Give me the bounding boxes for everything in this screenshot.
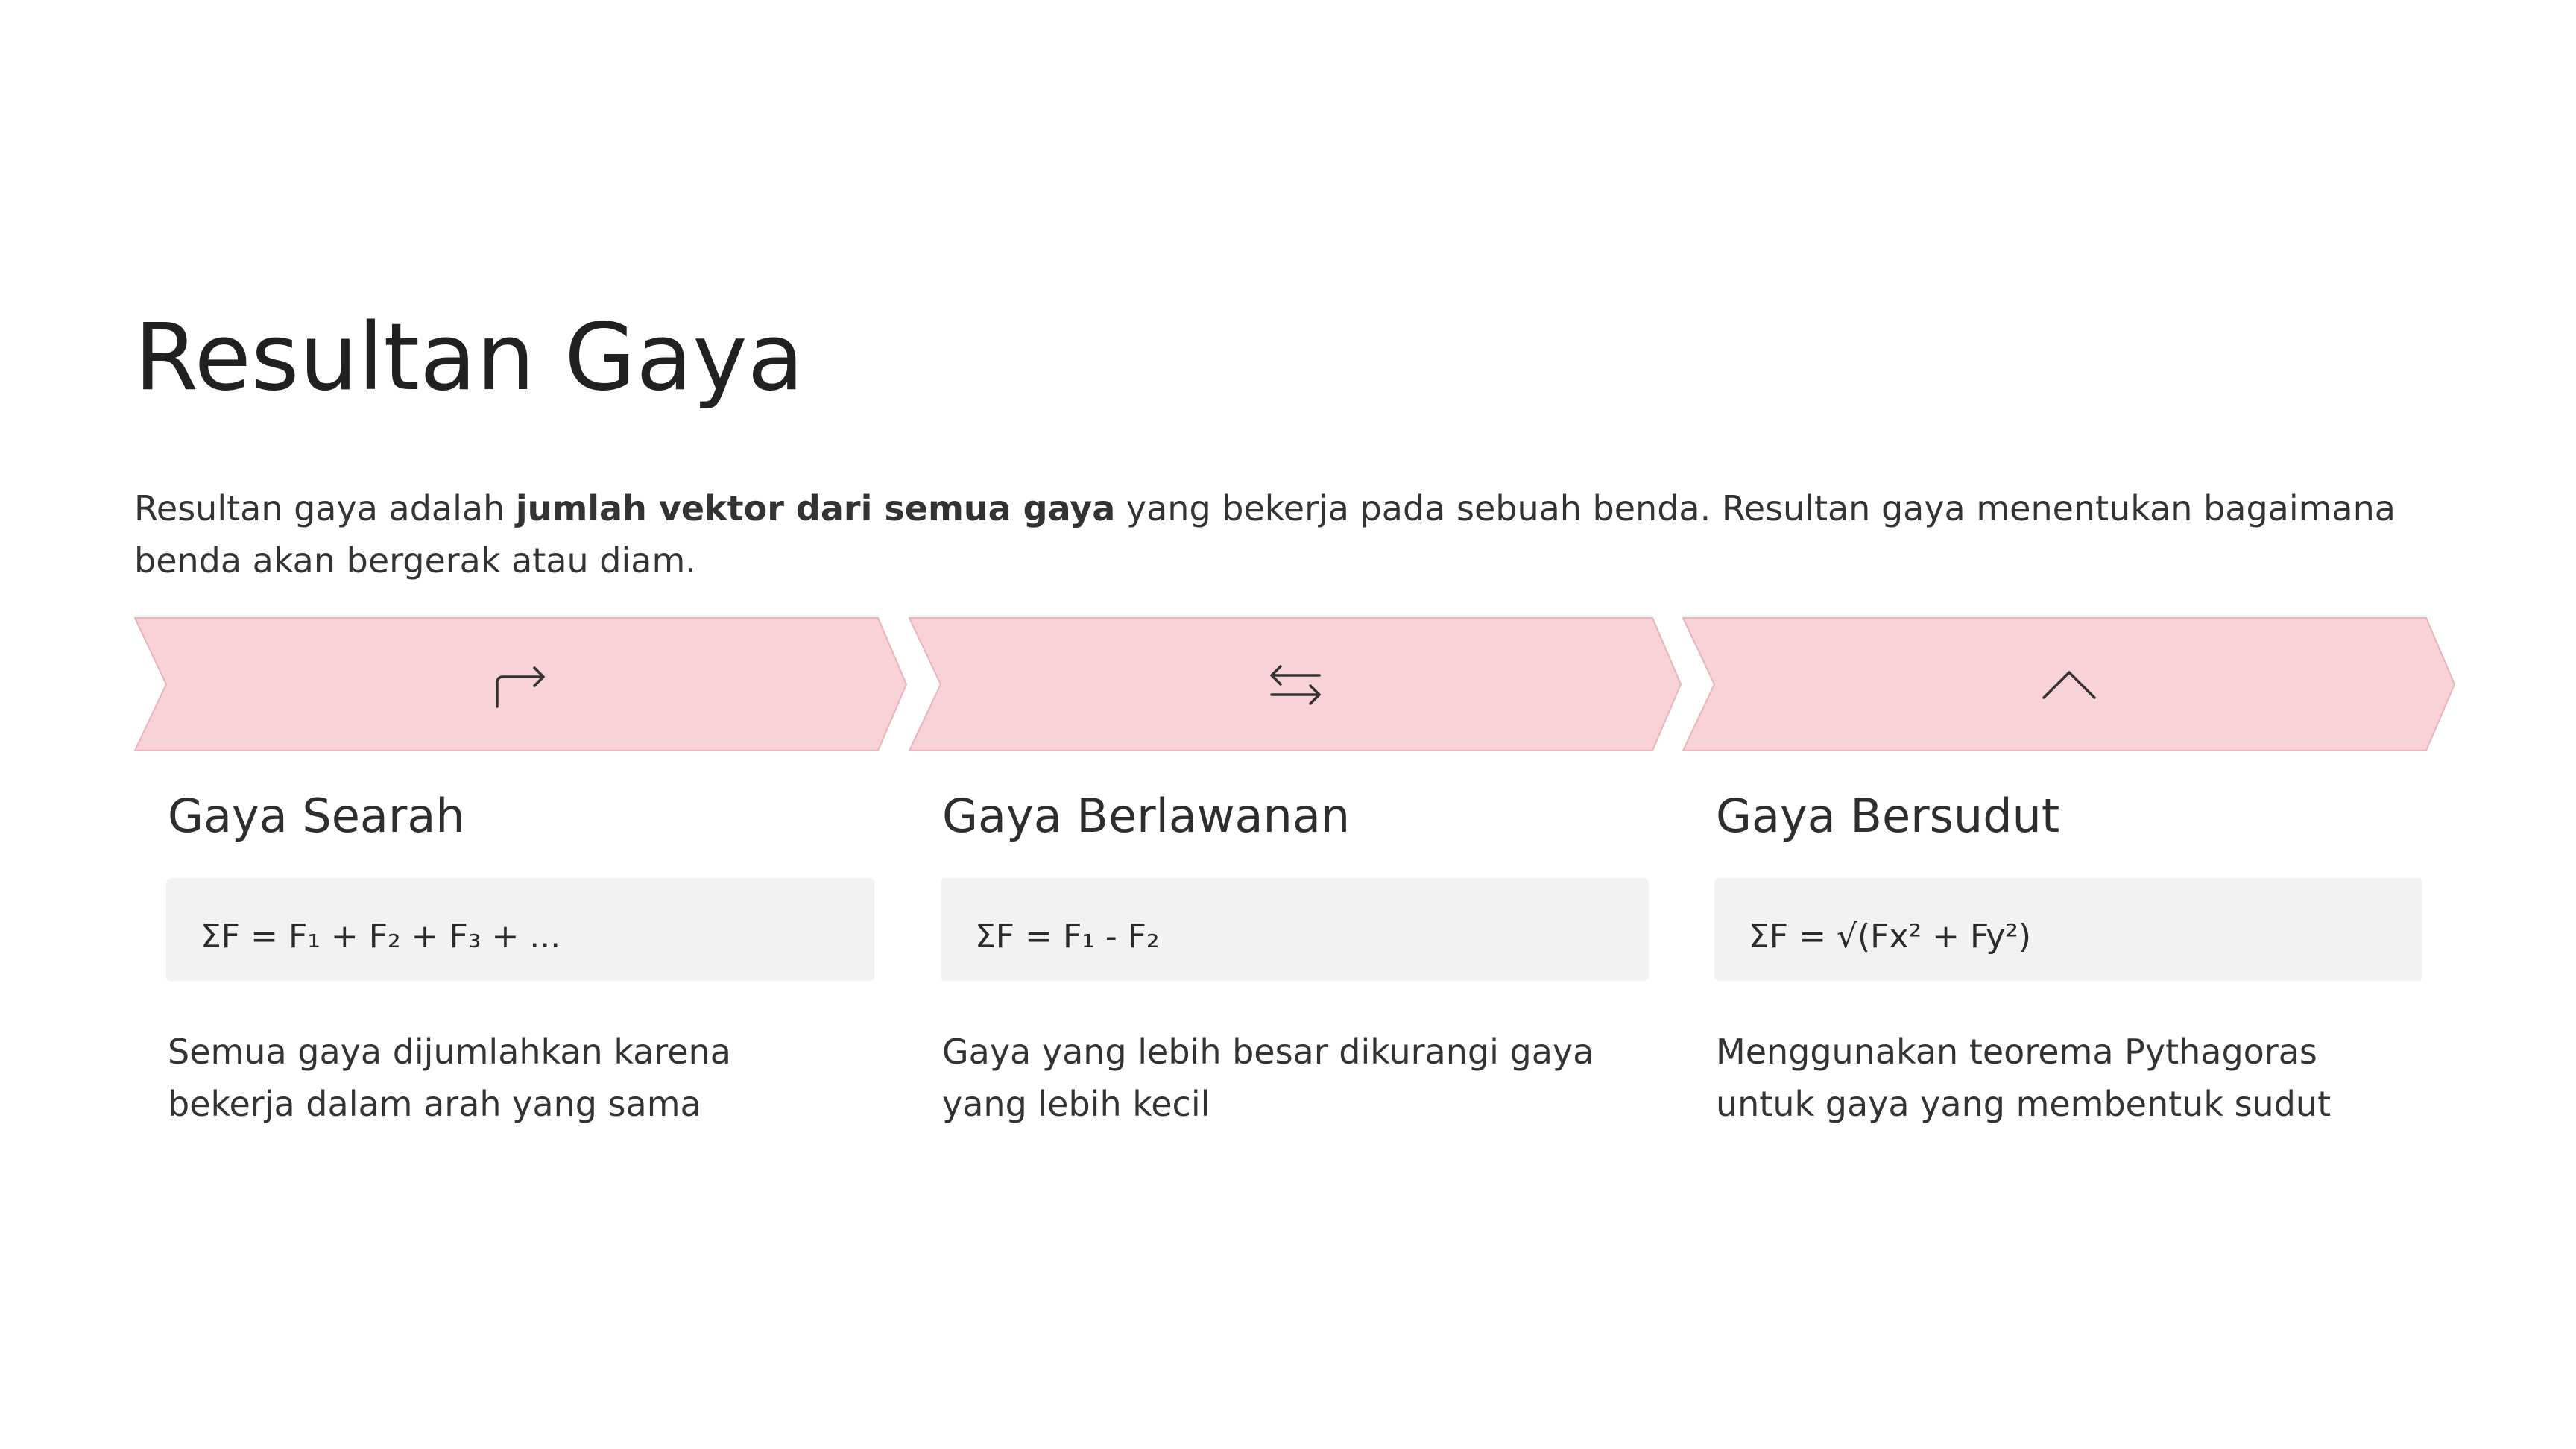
chevron-banner-berlawanan [909, 617, 1682, 751]
intro-emphasis: jumlah vektor dari semua gaya [515, 488, 1116, 528]
card-description: Gaya yang lebih besar dikurangi gaya yang lebih kecil [942, 1032, 1594, 1124]
formula-box [1714, 878, 2422, 981]
card-gaya-berlawanan [941, 783, 1649, 1130]
chevron-banner-searah [134, 617, 908, 751]
chevron-banner-bersudut [1682, 617, 2456, 751]
formula: ΣF = F₁ + F₂ + F₃ + ... [201, 918, 561, 956]
intro-text-rest: yang bekerja pada sebuah benda. Resultan gaya menentukan bagaimana benda akan bergerak atau diam. [134, 488, 2396, 581]
card-gaya-bersudut [1714, 783, 2422, 1130]
card-title: Gaya Bersudut [1716, 789, 2060, 843]
formula: ΣF = √(Fx² + Fy²) [1749, 918, 2032, 956]
card-title: Gaya Berlawanan [942, 789, 1351, 843]
angle-caret-icon [2039, 654, 2099, 714]
formula-box [166, 878, 874, 981]
card-description: Semua gaya dijumlahkan karena bekerja dalam arah yang sama [168, 1032, 731, 1124]
card-title: Gaya Searah [168, 789, 465, 843]
formula-box [941, 878, 1649, 981]
intro-text: Resultan gaya adalah [134, 488, 516, 528]
page-title: Resultan Gaya [134, 304, 804, 411]
card-description: Menggunakan teorema Pythagoras untuk gaya yang membentuk sudut [1716, 1032, 2332, 1124]
opposite-arrows-icon [1266, 654, 1325, 714]
formula: ΣF = F₁ - F₂ [975, 918, 1160, 956]
turn-right-arrow-icon [491, 654, 551, 714]
intro-paragraph [134, 482, 2467, 587]
card-gaya-searah [166, 783, 874, 1130]
